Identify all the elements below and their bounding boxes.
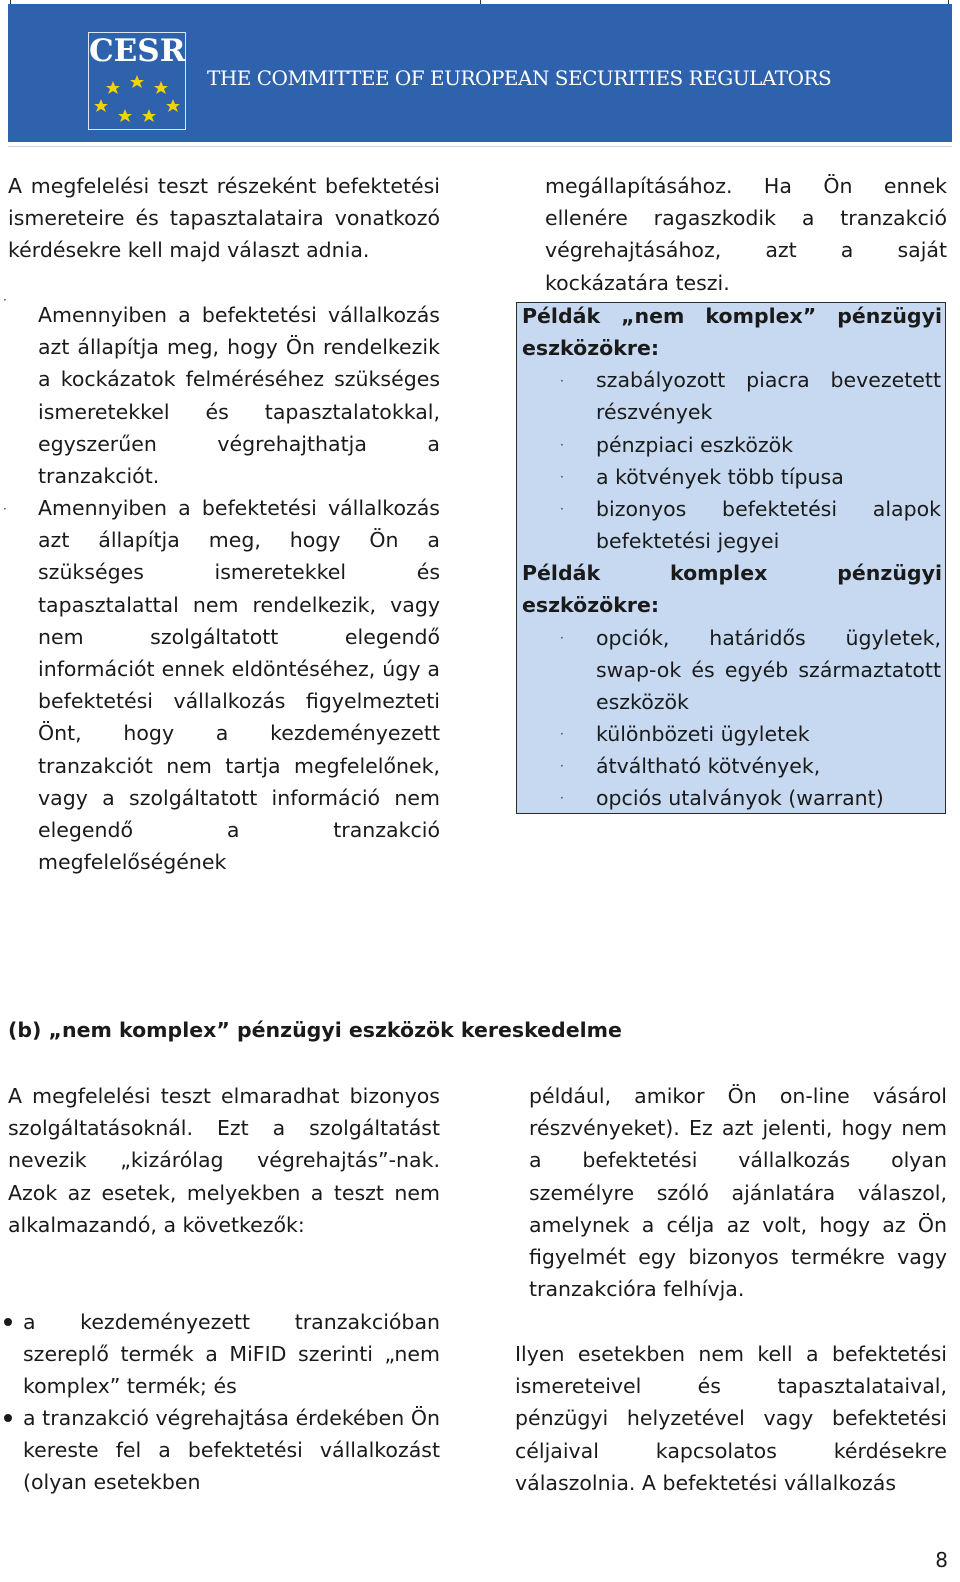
bullet-tick: ·	[560, 759, 564, 773]
list-item: szabályozott piacra bevezetett részvények	[596, 368, 941, 425]
section-paragraph: Ilyen esetekben nem kell a befektetési ismereteivel és tapasztalataival, pénzügyi helyzetével vagy befektetési céljaival kapcsolatos kérdésekre válaszolnia. A befektetési vállalkozás	[515, 1342, 947, 1495]
list-item: különbözeti ügyletek	[596, 722, 810, 746]
bullet-tick: ·	[560, 470, 564, 484]
bullet-tick: ·	[560, 374, 564, 388]
list-item: bizonyos befektetési alapok befektetési jegyei	[596, 497, 941, 554]
list-item: a tranzakció végrehajtása érdekében Ön kereste fel a befektetési vállalkozást (olyan esetekben	[23, 1406, 440, 1495]
list-item: a kötvények több típusa	[596, 465, 844, 489]
banner-title: THE COMMITTEE OF EUROPEAN SECURITIES REGULATORS	[207, 66, 832, 90]
intro-paragraph: A megfelelési teszt részeként befektetési ismereteire és tapasztalataira vonatkozó kérdésekre kell majd választ adnia.	[8, 174, 440, 263]
list-item: Amennyiben a befektetési vállalkozás azt állapítja meg, hogy Ön a szükséges ismeretekkel és tapasztalattal nem rendelkezik, vagy nem szolgáltatott elegendő információt ennek eldöntéséhez, úgy a befektetési vállalkozás figyelmezteti Önt, hogy a kezdeményezett tranzakciót nem tartja megfelelőnek, vagy a szolgáltatott információ nem elegendő a tranzakció megfelelőségének	[38, 496, 440, 875]
logo-text: CESR	[89, 33, 186, 69]
bullet-tick: ·	[560, 438, 564, 452]
bullet-tick: ·	[3, 502, 7, 516]
cesr-logo	[88, 32, 186, 130]
list-item: pénzpiaci eszközök	[596, 433, 794, 457]
bullet-tick: ·	[560, 502, 564, 516]
header-banner	[8, 4, 952, 142]
header-divider	[8, 146, 952, 147]
bullet-tick: ·	[560, 791, 564, 805]
bullet-dot	[4, 1414, 12, 1422]
list-item: a kezdeményezett tranzakcióban szereplő termék a MiFID szerinti „nem komplex” termék; és	[23, 1310, 440, 1399]
section-continuation: például, amikor Ön on-line vásárol részvényeket). Ez azt jelenti, hogy nem a befektetési vállalkozás olyan személyre szóló ajánlatára válaszol, amelynek a célja az volt, hogy az Ön figyelmét egy bizonyos termékre vagy tranzakcióra felhívja.	[529, 1084, 947, 1302]
non-complex-heading: Példák „nem komplex” pénzügyi eszközökre:	[522, 304, 942, 361]
list-item: opciós utalványok (warrant)	[596, 786, 884, 810]
bullet-tick: ·	[560, 727, 564, 741]
continuation-paragraph: megállapításához. Ha Ön ennek ellenére ragaszkodik a tranzakció végrehajtásához, azt a saját kockázatára teszi.	[545, 174, 947, 295]
list-item: átváltható kötvények,	[596, 754, 821, 778]
bullet-tick: ·	[560, 631, 564, 645]
page-number: 8	[935, 1548, 948, 1572]
complex-heading: Példák komplex pénzügyi eszközökre:	[522, 561, 942, 618]
bullet-tick: ·	[3, 293, 7, 307]
section-intro: A megfelelési teszt elmaradhat bizonyos szolgáltatásoknál. Ezt a szolgáltatást nevezik „kizárólag végrehajtás”-nak. Azok az esetek, melyekben a teszt nem alkalmazandó, a következők:	[8, 1084, 440, 1237]
list-item: opciók, határidős ügyletek, swap-ok és egyéb származtatott eszközök	[596, 626, 941, 715]
section-heading: (b) „nem komplex” pénzügyi eszközök kereskedelme	[8, 1018, 622, 1042]
list-item: Amennyiben a befektetési vállalkozás azt állapítja meg, hogy Ön rendelkezik a kockázatok felméréséhez szükséges ismeretekkel és tapasztalatokkal, egyszerűen végrehajthatja a tranzakciót.	[38, 303, 440, 489]
bullet-dot	[4, 1318, 12, 1326]
eu-stars-icon	[89, 69, 185, 129]
